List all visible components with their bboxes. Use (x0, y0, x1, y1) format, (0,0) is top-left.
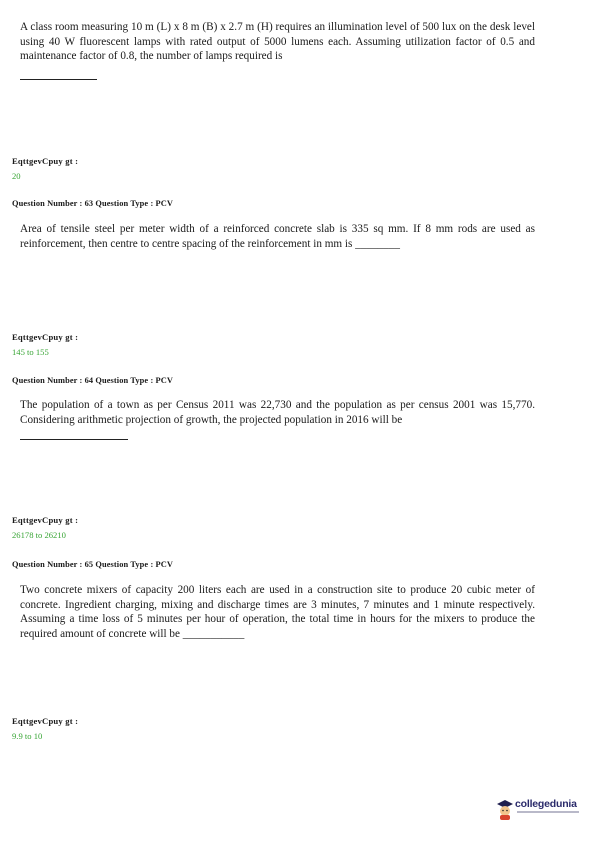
question-63-text: Area of tensile steel per meter width of a reinforced concrete slab is 335 sq mm. If 8 mm rods are used as reinforcement, then centre to centre spacing of the reinforcement in mm is ________ (20, 223, 535, 250)
question-65-header: Question Number : 65 Question Type : PCV (12, 560, 174, 569)
question-63-answer-label: EqttgevCpuy gt : (12, 332, 79, 342)
question-64-text: The population of a town as per Census 2011 was 22,730 and the population as per census 2001 was 15,770. Considering arithmetic projection of growth, the projected population in 2016 will be (20, 399, 535, 426)
question-62-answer-blank (20, 79, 97, 80)
question-65-answer-label: EqttgevCpuy gt : (12, 716, 79, 726)
question-62-answer-label: EqttgevCpuy gt : (12, 156, 79, 166)
question-64-answer-blank (20, 439, 128, 440)
logo-tagline-strip (517, 811, 579, 813)
question-63-header: Question Number : 63 Question Type : PCV (12, 199, 174, 208)
question-64-answer-value: 26178 to 26210 (12, 530, 66, 540)
question-63-answer-value: 145 to 155 (12, 347, 49, 357)
graduate-mascot-icon (496, 798, 514, 820)
question-62-answer-value: 20 (12, 171, 21, 181)
question-64-answer-label: EqttgevCpuy gt : (12, 515, 79, 525)
question-65-text: Two concrete mixers of capacity 200 liters each are used in a construction site to produce 20 cubic meter of concrete. Ingredient charging, mixing and discharge times are 3 minutes, 7 minutes and 1 minute respectively. Assuming a time loss of 5 minutes per hour of operation, the total time in hours for the mixers to produce the required amount of concrete will be ___________ (20, 584, 535, 640)
collegedunia-logo (496, 796, 588, 824)
question-65-answer-value: 9.9 to 10 (12, 731, 43, 741)
logo-wordmark: collegedunia (515, 798, 577, 810)
question-64-header: Question Number : 64 Question Type : PCV (12, 376, 174, 385)
question-62-text: A class room measuring 10 m (L) x 8 m (B) x 2.7 m (H) requires an illumination level of 500 lux on the desk level using 40 W fluorescent lamps with rated output of 5000 lumens each. Assuming utilization factor of 0.5 and maintenance factor of 0.8, the number of lamps required is (20, 21, 535, 63)
